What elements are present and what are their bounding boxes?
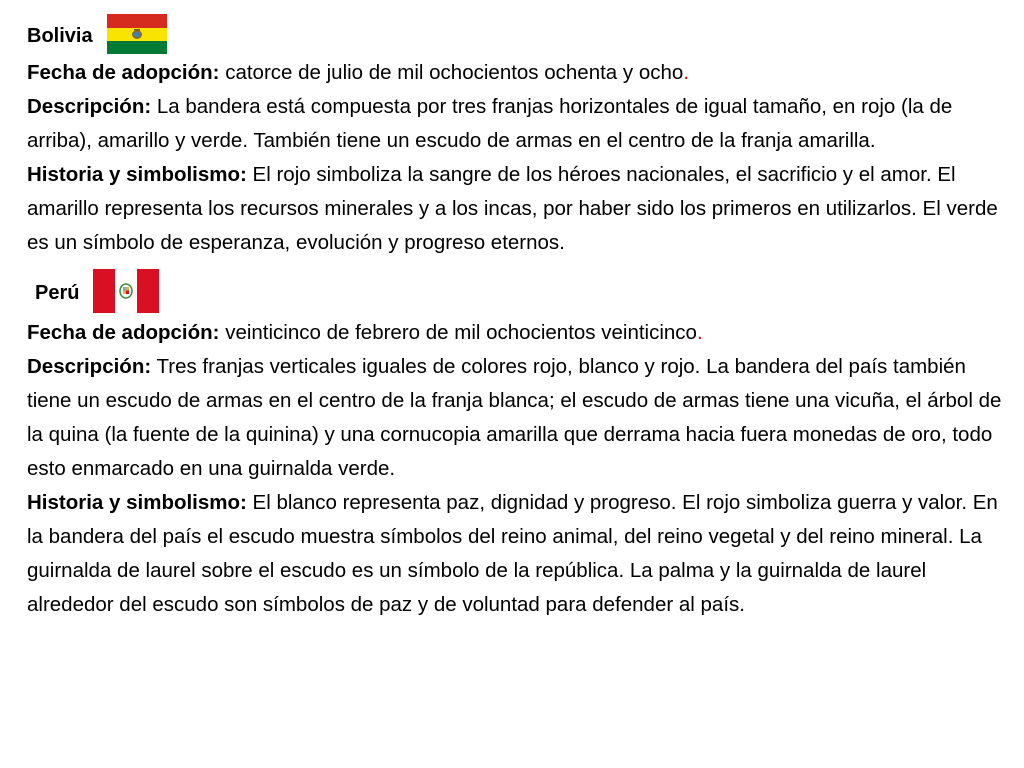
bolivia-title-row xyxy=(27,16,1012,56)
peru-title-row xyxy=(27,270,1012,316)
peru-adoption xyxy=(27,316,1012,350)
peru-adoption-dot: . xyxy=(696,321,703,344)
peru-flag-icon xyxy=(93,269,159,318)
peru-heading: Perú xyxy=(35,282,80,304)
bolivia-adoption-text: catorce de julio de mil ochocientos ochenta y ocho xyxy=(219,61,684,84)
bolivia-history xyxy=(27,158,1012,260)
bolivia-heading: Bolivia xyxy=(27,25,93,47)
bolivia-section xyxy=(27,16,1012,260)
bolivia-adoption xyxy=(27,56,1012,90)
peru-section xyxy=(27,270,1012,622)
peru-adoption-label: Fecha de adopción: xyxy=(27,321,220,344)
peru-description xyxy=(27,350,1012,486)
bolivia-description-label: Descripción: xyxy=(27,95,152,118)
bolivia-flag-icon xyxy=(107,14,167,59)
peru-description-label: Descripción: xyxy=(27,355,152,378)
peru-history xyxy=(27,486,1012,622)
bolivia-adoption-dot: . xyxy=(683,61,690,84)
peru-adoption-text: veinticinco de febrero de mil ochocientos veinticinco xyxy=(219,321,697,344)
peru-history-label: Historia y simbolismo: xyxy=(27,491,247,514)
peru-history-text: El blanco representa paz, dignidad y progreso. El rojo simboliza guerra y valor. En la bandera del país el escudo muestra símbolos del reino animal, del reino vegetal y del reino mineral. La guirnalda de laurel sobre el escudo es un símbolo de la república. La palma y la guirnalda de laurel alrededor del escudo son símbolos de paz y de voluntad para defender al país. xyxy=(27,491,998,616)
bolivia-adoption-label: Fecha de adopción: xyxy=(27,61,220,84)
document-page xyxy=(27,16,1012,622)
peru-description-text: Tres franjas verticales iguales de colores rojo, blanco y rojo. La bandera del país también tiene un escudo de armas en el centro de la franja blanca; el escudo de armas tiene una vicuña, el árbol de la quina (la fuente de la quinina) y una cornucopia amarilla que derrama hacia fuera monedas de oro, todo esto enmarcado en una guirnalda verde. xyxy=(27,355,1002,480)
bolivia-history-label: Historia y simbolismo: xyxy=(27,163,247,186)
bolivia-description-text: La bandera está compuesta por tres franjas horizontales de igual tamaño, en rojo (la de arriba), amarillo y verde. También tiene un escudo de armas en el centro de la franja amarilla. xyxy=(27,95,953,152)
bolivia-history-text: El rojo simboliza la sangre de los héroes nacionales, el sacrificio y el amor. El amarillo representa los recursos minerales y a los incas, por haber sido los primeros en utilizarlos. El verde es un símbolo de esperanza, evolución y progreso eternos. xyxy=(27,163,998,254)
bolivia-description xyxy=(27,90,1012,158)
